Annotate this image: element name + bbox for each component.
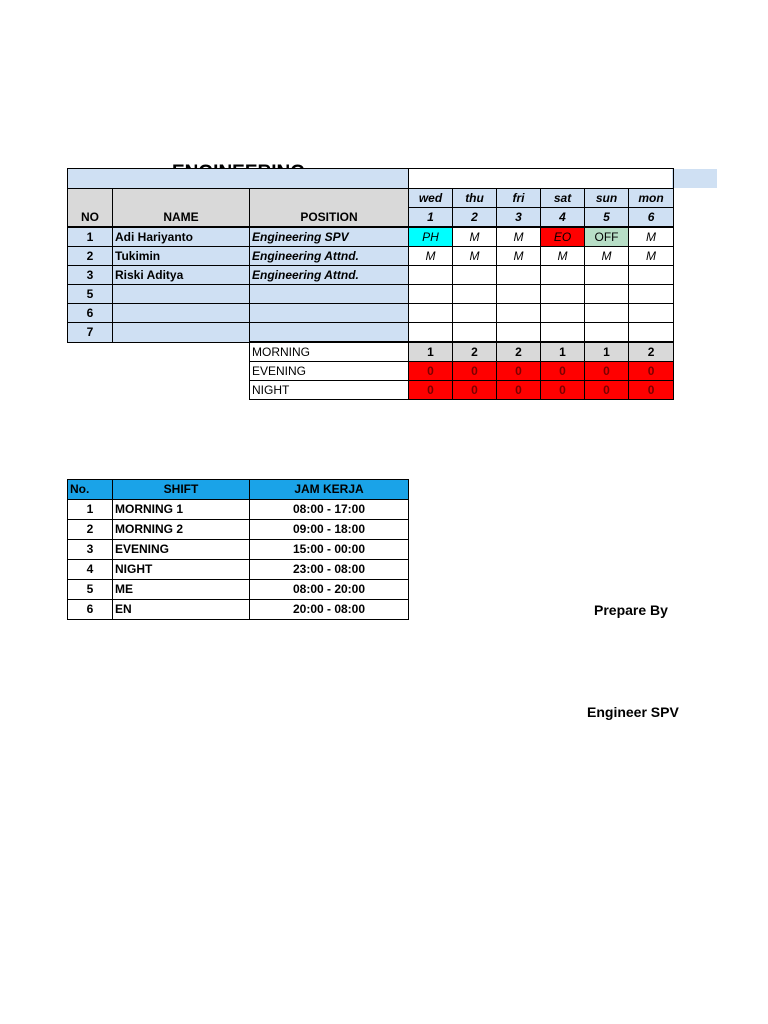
signer-role: Engineer SPV xyxy=(587,704,679,720)
staff-position xyxy=(250,304,409,323)
legend-shift-header: SHIFT xyxy=(113,480,250,500)
staff-name: Tukimin xyxy=(113,247,250,266)
legend-hours: 20:00 - 08:00 xyxy=(250,600,409,620)
shift-cell xyxy=(497,266,541,285)
summary-spacer xyxy=(68,381,250,400)
legend-header-row xyxy=(68,480,409,500)
legend-no: 5 xyxy=(68,580,113,600)
legend-hours: 23:00 - 08:00 xyxy=(250,560,409,580)
staff-name xyxy=(113,304,250,323)
shift-cell xyxy=(585,304,629,323)
position-header: POSITION xyxy=(250,189,409,228)
shift-cell: M xyxy=(629,227,674,247)
shift-cell xyxy=(453,323,497,343)
shift-cell: OFF xyxy=(585,227,629,247)
shift-legend-table xyxy=(67,479,409,620)
legend-row xyxy=(68,500,409,520)
legend-shift: MORNING 1 xyxy=(113,500,250,520)
staff-name: Riski Aditya xyxy=(113,266,250,285)
shift-cell xyxy=(497,304,541,323)
shift-cell: M xyxy=(629,247,674,266)
summary-value: 0 xyxy=(409,362,453,381)
summary-spacer xyxy=(68,342,250,362)
shift-cell: M xyxy=(541,247,585,266)
staff-no: 2 xyxy=(68,247,113,266)
summary-label: MORNING xyxy=(250,342,409,362)
staff-no: 7 xyxy=(68,323,113,343)
shift-cell xyxy=(541,266,585,285)
legend-no: 1 xyxy=(68,500,113,520)
shift-cell xyxy=(629,285,674,304)
legend-hours: 08:00 - 17:00 xyxy=(250,500,409,520)
shift-cell: M xyxy=(497,247,541,266)
legend-no: 6 xyxy=(68,600,113,620)
shift-cell xyxy=(585,285,629,304)
staff-name xyxy=(113,323,250,343)
shift-cell: M xyxy=(453,247,497,266)
summary-value: 0 xyxy=(453,362,497,381)
summary-value: 1 xyxy=(541,342,585,362)
summary-row-evening xyxy=(68,362,674,381)
shift-cell xyxy=(629,304,674,323)
day-number-4: 4 xyxy=(541,208,585,228)
shift-cell xyxy=(629,266,674,285)
legend-row xyxy=(68,540,409,560)
staff-position xyxy=(250,285,409,304)
shift-cell xyxy=(453,285,497,304)
staff-no: 3 xyxy=(68,266,113,285)
summary-value: 2 xyxy=(497,342,541,362)
shift-cell xyxy=(497,323,541,343)
day-name-sat: sat xyxy=(541,189,585,208)
legend-no: 4 xyxy=(68,560,113,580)
summary-value: 0 xyxy=(541,362,585,381)
day-number-6: 6 xyxy=(629,208,674,228)
summary-value: 0 xyxy=(453,381,497,400)
summary-value: 2 xyxy=(453,342,497,362)
shift-cell xyxy=(541,285,585,304)
legend-hours: 08:00 - 20:00 xyxy=(250,580,409,600)
header-fill-strip xyxy=(672,169,717,188)
prepare-by-label: Prepare By xyxy=(594,602,668,618)
shift-cell xyxy=(541,304,585,323)
shift-cell: M xyxy=(409,247,453,266)
shift-cell xyxy=(585,266,629,285)
legend-no-header: No. xyxy=(68,480,113,500)
staff-no: 6 xyxy=(68,304,113,323)
shift-cell: M xyxy=(453,227,497,247)
legend-row xyxy=(68,580,409,600)
shift-cell: EO xyxy=(541,227,585,247)
shift-cell xyxy=(585,323,629,343)
staff-position: Engineering SPV xyxy=(250,227,409,247)
legend-shift: NIGHT xyxy=(113,560,250,580)
staff-no: 5 xyxy=(68,285,113,304)
summary-value: 0 xyxy=(585,381,629,400)
summary-row-morning xyxy=(68,342,674,362)
day-number-2: 2 xyxy=(453,208,497,228)
name-header: NAME xyxy=(113,189,250,228)
summary-value: 0 xyxy=(541,381,585,400)
shift-cell xyxy=(497,285,541,304)
day-number-1: 1 xyxy=(409,208,453,228)
summary-value: 0 xyxy=(497,381,541,400)
staff-row xyxy=(68,247,674,266)
shift-cell xyxy=(409,285,453,304)
title-row xyxy=(68,169,674,189)
staff-position: Engineering Attnd. xyxy=(250,247,409,266)
staff-row xyxy=(68,285,674,304)
staff-row xyxy=(68,323,674,343)
summary-label: EVENING xyxy=(250,362,409,381)
shift-cell: M xyxy=(497,227,541,247)
day-number-5: 5 xyxy=(585,208,629,228)
legend-hours-header: JAM KERJA xyxy=(250,480,409,500)
summary-value: 2 xyxy=(629,342,674,362)
summary-value: 0 xyxy=(629,362,674,381)
day-name-mon: mon xyxy=(629,189,674,208)
shift-cell xyxy=(453,266,497,285)
summary-value: 1 xyxy=(585,342,629,362)
title-cell xyxy=(68,169,409,189)
summary-value: 0 xyxy=(585,362,629,381)
day-name-fri: fri xyxy=(497,189,541,208)
legend-hours: 15:00 - 00:00 xyxy=(250,540,409,560)
staff-row xyxy=(68,266,674,285)
day-header-row xyxy=(68,189,674,208)
day-number-3: 3 xyxy=(497,208,541,228)
day-name-thu: thu xyxy=(453,189,497,208)
legend-hours: 09:00 - 18:00 xyxy=(250,520,409,540)
legend-no: 2 xyxy=(68,520,113,540)
staff-name: Adi Hariyanto xyxy=(113,227,250,247)
summary-value: 0 xyxy=(629,381,674,400)
summary-value: 1 xyxy=(409,342,453,362)
staff-row xyxy=(68,227,674,247)
summary-spacer xyxy=(68,362,250,381)
staff-row xyxy=(68,304,674,323)
day-name-wed: wed xyxy=(409,189,453,208)
legend-shift: MORNING 2 xyxy=(113,520,250,540)
shift-cell xyxy=(409,323,453,343)
legend-row xyxy=(68,600,409,620)
legend-no: 3 xyxy=(68,540,113,560)
shift-cell xyxy=(409,304,453,323)
shift-cell xyxy=(541,323,585,343)
summary-label: NIGHT xyxy=(250,381,409,400)
shift-cell: M xyxy=(585,247,629,266)
schedule-table xyxy=(67,168,674,400)
summary-row-night xyxy=(68,381,674,400)
legend-row xyxy=(68,560,409,580)
date-range-cell xyxy=(409,169,674,189)
day-name-sun: sun xyxy=(585,189,629,208)
staff-position: Engineering Attnd. xyxy=(250,266,409,285)
legend-shift: EVENING xyxy=(113,540,250,560)
staff-position xyxy=(250,323,409,343)
no-header: NO xyxy=(68,189,113,228)
shift-cell xyxy=(409,266,453,285)
summary-value: 0 xyxy=(497,362,541,381)
legend-shift: EN xyxy=(113,600,250,620)
shift-cell xyxy=(629,323,674,343)
summary-value: 0 xyxy=(409,381,453,400)
shift-cell: PH xyxy=(409,227,453,247)
staff-no: 1 xyxy=(68,227,113,247)
legend-row xyxy=(68,520,409,540)
staff-name xyxy=(113,285,250,304)
legend-shift: ME xyxy=(113,580,250,600)
shift-cell xyxy=(453,304,497,323)
